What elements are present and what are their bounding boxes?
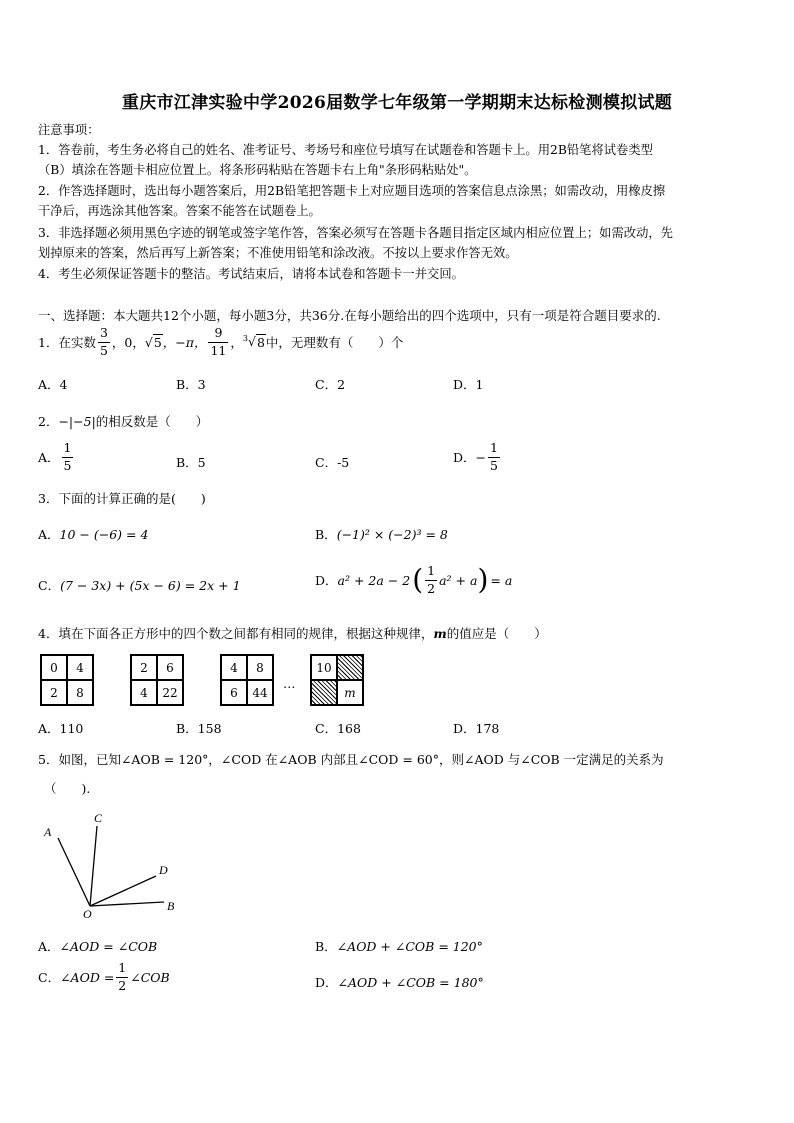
q4-sq4-bottom-right: m: [337, 680, 363, 705]
question-2: [38, 412, 208, 430]
question-1: [38, 327, 403, 357]
q2-option-d-label: D．: [453, 450, 476, 465]
q2-suffix: 的相反数是（ ）: [95, 414, 209, 429]
q3-c-label: C．: [38, 578, 61, 593]
q1-frac1-den: 5: [99, 342, 108, 358]
q3-d-right-paren: ): [477, 563, 489, 596]
q4-text-post: 的值应是（ ）: [446, 626, 547, 641]
q5-angle-figure: [40, 810, 190, 925]
q2-option-c: C．-5: [315, 455, 350, 470]
notice-heading: 注意事项：: [38, 123, 100, 137]
q3-d-inner: a² + a: [439, 572, 478, 588]
q3-d-num: 1: [425, 565, 437, 581]
exam-title: 重庆市江津实验中学2026届数学七年级第一学期期末达标检测模拟试题: [121, 93, 673, 113]
label-d: D: [159, 863, 168, 877]
question-4: [38, 624, 547, 642]
q1-prefix: 1．在实数: [38, 335, 96, 350]
q5-c-den: 2: [118, 977, 127, 993]
q3-d-pre: a² + 2a − 2: [337, 572, 411, 588]
q4-sq4-hatched-cell: [311, 680, 337, 705]
q4-sq3-cell: 8: [247, 655, 273, 680]
q1-fraction-1: [98, 327, 110, 357]
q1-fraction-2: [208, 327, 228, 357]
q3-d-den: 2: [427, 580, 436, 596]
q3-d-left-paren: (: [412, 563, 424, 596]
q4-sq2-cell: 2: [131, 655, 157, 680]
q1-frac2-num: 9: [208, 327, 228, 343]
q5-c-fraction: [116, 962, 128, 992]
notice-line-6: 划掉原来的答案，然后再写上新答案；不准使用铅笔和涂改液。不按以上要求作答无效。: [38, 246, 518, 260]
q4-sq3-cell: 44: [247, 680, 273, 705]
q3-b-text: (−1)² × (−2)³ = 8: [336, 527, 448, 542]
q5-c-num: 1: [116, 962, 128, 978]
q4-sq3-cell: 6: [221, 680, 247, 705]
q1-option-c: C．2: [315, 377, 346, 392]
q2-prefix: 2．: [38, 414, 59, 429]
q3-option-d: [315, 565, 512, 595]
notice-line-3: 2．作答选择题时，选出每小题答案后，用2B铅笔把答题卡上对应题目选项的答案信息点涂黑；如需改动，用橡皮擦: [38, 184, 666, 198]
q5-b-label: B．: [315, 939, 337, 954]
q4-square-1: [40, 654, 94, 706]
q1-sqrt: √5: [144, 334, 162, 350]
q2-d-num: 1: [488, 442, 500, 458]
q3-option-a: [38, 525, 148, 543]
question-5-blank: （ ).: [44, 781, 91, 796]
notice-line-5: 3．非选择题必须用黑色字迹的钢笔或签字笔作答，答案必须写在答题卡各题目指定区域内相应位置上；如需改动，先: [38, 226, 673, 240]
ray-od: [90, 876, 156, 906]
q1-suffix: 中，无理数有（ ）个: [265, 335, 404, 350]
q4-option-a: A．110: [38, 721, 84, 736]
q2-d-den: 5: [490, 457, 498, 473]
q1-frac2-den: 11: [210, 342, 227, 358]
q5-d-text: ∠AOD + ∠COB = 180°: [337, 975, 484, 990]
ray-ob: [90, 902, 164, 906]
q1-sep-1: ，0，: [111, 335, 145, 350]
q3-d-label: D．: [315, 573, 338, 588]
q4-square-3: [220, 654, 274, 706]
q1-option-b: B．3: [176, 377, 206, 392]
q5-d-label: D．: [315, 975, 338, 990]
q5-c-label: C．: [38, 970, 61, 985]
q3-a-label: A．: [38, 527, 60, 542]
q5-option-b: [315, 937, 483, 955]
q4-sq4-hatched-cell: [337, 655, 363, 680]
q1-cbrt-radicand: 8: [256, 334, 265, 350]
q4-sq3-cell: 4: [221, 655, 247, 680]
q4-text-var: m: [433, 626, 447, 641]
q3-a-text: 10 − (−6) = 4: [59, 527, 149, 542]
q3-option-c: [38, 576, 241, 594]
notice-line-2: （B）填涂在答题卡相应位置上。将条形码粘贴在答题卡右上角"条形码粘贴处"。: [38, 163, 477, 177]
q1-cbrt-index: 3: [242, 334, 248, 344]
q4-sq1-cell: 8: [67, 680, 93, 705]
q3-b-label: B．: [315, 527, 337, 542]
q5-a-label: A．: [38, 939, 60, 954]
q4-text-pre: 4．填在下面各正方形中的四个数之间都有相同的规律，根据这种规律，: [38, 626, 434, 641]
label-o: O: [83, 907, 92, 921]
q1-sep-2: ，−π，: [162, 335, 207, 350]
q1-cbrt: $^3$√8: [242, 334, 265, 350]
q5-option-c: [38, 962, 170, 992]
q2-option-d-fraction: [488, 442, 500, 472]
q2-expression: −|−5|: [58, 414, 96, 429]
q4-sq1-cell: 0: [41, 655, 67, 680]
q4-sq2-cell: 4: [131, 680, 157, 705]
q4-sq1-cell: 2: [41, 680, 67, 705]
q5-c-pre: ∠AOD =: [60, 969, 115, 985]
notice-line-1: 1．答卷前，考生务必将自己的姓名、准考证号、考场号和座位号填写在试题卷和答题卡上。用2B铅笔将试卷类型: [38, 143, 653, 157]
q2-option-a-label: A．: [38, 450, 60, 465]
q1-option-a: A．4: [38, 377, 68, 392]
q2-option-a: [38, 442, 75, 472]
notice-line-4: 干净后，再选涂其他答案。答案不能答在试题卷上。: [38, 204, 321, 218]
label-c: C: [94, 811, 103, 825]
q5-option-a: [38, 937, 157, 955]
q4-sq2-cell: 22: [157, 680, 183, 705]
q2-option-d: [453, 442, 502, 472]
q4-ellipsis: …: [283, 676, 296, 691]
label-b: B: [167, 899, 175, 913]
q2-a-den: 5: [63, 457, 72, 473]
q4-option-b: B．158: [176, 721, 222, 736]
section-heading: 一、选择题：本大题共12个小题，每小题3分，共36分.在每小题给出的四个选项中，只有一项是符合题目要求的.: [38, 308, 661, 323]
q2-option-a-fraction: [62, 442, 74, 472]
q2-a-num: 1: [62, 442, 74, 458]
q1-frac1-num: 3: [98, 327, 110, 343]
label-a: A: [44, 825, 52, 839]
q4-sq1-cell: 4: [67, 655, 93, 680]
q1-sqrt-radicand: 5: [153, 334, 162, 350]
q4-square-2: [130, 654, 184, 706]
q1-sep-3: ，: [230, 335, 243, 350]
q4-option-c: C．168: [315, 721, 361, 736]
q4-square-4: [310, 654, 364, 706]
q5-option-d: [315, 973, 484, 991]
ray-oc: [90, 826, 97, 906]
q4-option-d: D．178: [453, 721, 500, 736]
q3-option-b: [315, 525, 448, 543]
notice-line-7: 4．考生必须保证答题卡的整洁。考试结束后，请将本试卷和答题卡一并交回。: [38, 267, 464, 281]
question-3: 3．下面的计算正确的是( ): [38, 491, 206, 506]
q2-option-d-sign: −: [475, 449, 487, 465]
q5-c-post: ∠COB: [130, 969, 170, 985]
question-5: 5．如图，已知∠AOB = 120°，∠COD 在∠AOB 内部且∠COD = 60°，则∠AOD 与∠COB 一定满足的关系为: [38, 752, 664, 767]
q3-d-fraction: [425, 565, 437, 595]
q5-b-text: ∠AOD + ∠COB = 120°: [336, 939, 483, 954]
ray-oa: [58, 838, 90, 906]
q3-d-post: = a: [490, 572, 513, 588]
q2-option-b: B．5: [176, 455, 206, 470]
q1-option-d: D．1: [453, 377, 484, 392]
q3-c-text: (7 − 3x) + (5x − 6) = 2x + 1: [60, 578, 241, 593]
q4-sq2-cell: 6: [157, 655, 183, 680]
q4-sq4-top-left: 10: [311, 655, 337, 680]
q5-a-text: ∠AOD = ∠COB: [59, 939, 158, 954]
